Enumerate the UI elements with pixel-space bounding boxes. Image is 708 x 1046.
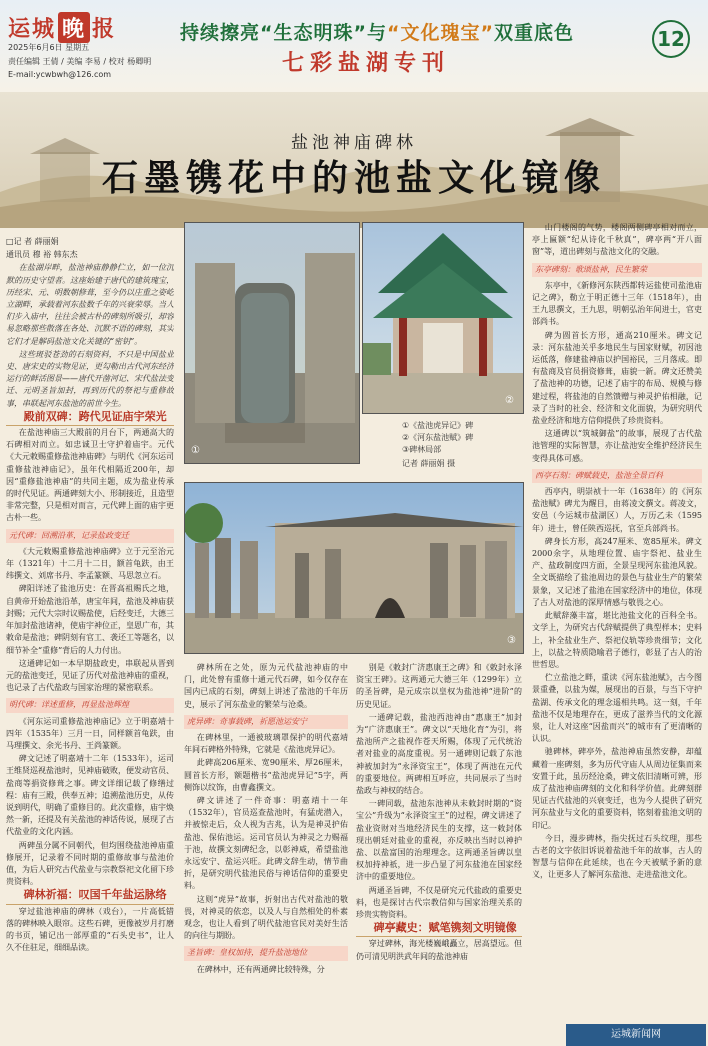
page-headline (180, 18, 574, 45)
photo-marker-1: ① (191, 445, 200, 456)
paragraph: 此赋辞藻丰富，堪比池盐文化的百科全书。文学上，为研究古代辞赋提供了典型样本；史料上，补全盐业生产、祭祀仪轨等珍贵细节；文化上，以盐之特质隐喻君子德行，彰显了古人的治世哲思。 (532, 611, 702, 669)
paragraph: 碑文记述了明嘉靖十二年（1533年），运司王维贤巡视盐池时，见神庙破败，便发动官员、盐商等捐资修葺之事。碑文详细记载了修缮过程：庙有三殿，供奉五神；追溯盐池历史，从传说到明代，明确了重修目的。此次重修，庙宇焕然一新，还提及有关盐池的神话传说，展现了古代盐业的文化内涵。 (6, 754, 174, 837)
paragraph: 在盐池神庙三大殿前的月台下，两通高大的石碑相对而立。如忠诚卫士守护着庙宇。元代《大元敕赐重修盐池神庙碑》与明代《河东运司重修盐池神庙记》，虽年代相隔近200年，却因“重修盐池神庙”的共同主题，成为盐业传承的时代见证。两通碑刻大小、形制接近，且造型非常完整，只是相对而言，元代碑上面的庙宇更古朴一些。 (6, 428, 174, 523)
headline-part-b: “文化瑰宝” (386, 22, 494, 44)
photo-credit: 记者 薛丽娟 摄 (402, 459, 456, 468)
subsection-heading: 明代碑：详述重修，再显盐池辉煌 (6, 698, 174, 712)
paragraph: 碑身长方形，高247厘米、宽85厘米。碑文2000余字，从地理位置、庙宇祭祀、盐业生产、盐政制度四方面，全景呈现河东盐池风貌。全文既描绘了盐池周边的景色与盐业生产的繁荣景象，又记述了盐池在国家经济中的地位，体现了古人对盐池的深厚情感与敬畏之心。 (532, 536, 702, 607)
paragraph: 今日，漫步碑林，指尖抚过石头纹理，那些古老的文字依旧诉说着盐池千年的故事，古人的智慧与信仰在此延续，也在今天被赋予新的意义，让更多人了解河东盐池、走进盐池文化。 (532, 833, 702, 880)
photo-captions (402, 420, 522, 470)
subsection-heading: 圣旨碑：皇权加持，提升盐池地位 (184, 946, 348, 960)
paragraph: 此碑高206厘米、宽90厘米、厚26厘米，圆首长方形，额题楷书“盐池虎异记”5字，两侧饰以纹饰，由曹鑫撰文。 (184, 758, 348, 792)
subsection-heading: 元代碑：回溯沿革，记录盐政变迁 (6, 529, 174, 543)
column-middle (184, 662, 348, 1044)
byline-correspondents: 通讯员 穆 裕 韩东杰 (6, 250, 78, 260)
paragraph: 碑林所在之处，原为元代盐池神庙的中门，此处曾有重修十通元代石碑，如今仅存在国内已成的石刻，碑刻上讲述了盐池的千年历史，展示了河东盐业的繁荣与沧桑。 (184, 663, 348, 709)
paragraph: 伫立盐池之畔，重读《河东盐池赋》，古今图景重叠，以盐为媒，展现出的百景，与当下守护盐湖、传承文化的理念遥相共鸣。这一刻，千年盐池不仅是地理存在，更成了滋养当代的文化源泉，让人对这座“因盐而兴”的城市有了更清晰的认识。 (532, 673, 702, 744)
subsection-heading: 虎异碑：奇事载碑，祈愿池运安宁 (184, 715, 348, 729)
byline-reporter: □记 者 薛丽娟 (6, 237, 59, 246)
paragraph: 这通碑以“筑城御盐”的故事，展现了古代盐池管理的实际智慧，亦让盐池安全维护经济民生变得具体可感。 (532, 429, 702, 463)
section-heading-2: 碑林祈福：叹国千年盐运脉络 (6, 889, 174, 904)
column-right (532, 222, 702, 1022)
site-badge[interactable]: 运城新闻网 (566, 1024, 706, 1046)
photo-stele-forest (184, 482, 524, 654)
column-left (6, 236, 174, 1044)
paragraph: 两通圣旨碑，不仅是研究元代盐政的重要史料，也是探讨古代宗教信仰与国家治理关系的珍贵实物资料。 (356, 885, 522, 920)
article-title: 石墨镌花中的池盐文化镜像 (101, 158, 606, 199)
paragraph: 西亭内，明崇祯十一年（1638年）的《河东盐池赋》碑尤为醒目，由蒋凌文撰文。蒋凌文，安邑（今运城市盐湖区）人，万历乙未（1595年）进士，曾任陕西巡抚，官至兵部尚书。 (532, 487, 702, 533)
paragraph: 一碑同载，盐池东池神从未敕封时期的“资宝公”升级为“永泽资宝王”的过程，碑文讲述了盐业资财对当地经济民生的支撑，这一敕封体现出朝廷对盐业的重视，亦反映出当时以神护盐、以盐富国的治理理念。这两通圣旨碑以皇权加持神祇，进一步凸显了河东盐池在国家经济中的重要地位。 (356, 799, 522, 882)
paragraph: 碑文讲述了一件奇事：明嘉靖十一年（1532年），官员巡查盐池时，有猛虎潜入，并被惊走后，众人视为吉兆，认为是神灵护佑盐池、保佑池运。运司官员认为神灵之力赐福于池，故撰文刻碑纪念，以彰神威，希望盐池永远安宁、盐运兴旺。此碑文辞生动，情节曲折，是研究明代盐池民俗与神话信仰的重要史料。 (184, 796, 348, 891)
paragraph: 东亭中，《新修河东陕西都转运盐使司盐池庙记之碑》，勒立于明正德十三年（1518年），由王九思撰文，王九思，明朝弘治年间进士，官吏部尚书。 (532, 280, 702, 327)
email-line: E-mail:ycwbwh@126.com (8, 70, 112, 79)
lead-paragraph-1: 在盐湖岸畔，盐池神庙静静伫立，如一位沉默的历史守望者。这座始建于唐代的建筑瑰宝，历经宋、元、明数朝修葺，至今仍以庄重之姿屹立湖畔，承载着河东盐数千年的兴衰荣辱。当人们步入庙中，往往会被古朴的碑刻所吸引，却容易忽略那些散落在各处、沉默不语的碑刻，其实它们才是解码盐池文化关键的“密钥”。 (6, 263, 174, 346)
photo-pavilion (362, 222, 524, 414)
date-line: 2025年6月6日 星期五 (8, 43, 90, 52)
special-edition-title: 七彩盐湖专刊 (282, 51, 451, 76)
paragraph: 一通碑记载，盐池西池神由“惠康王”加封为“广济惠康王”。碑文以“天地化育”为引，将盐池所产之盐视作苍天所赐，体现了元代统治者对盐业的高度重视。另一通碑则记载了东池神被加封为“永泽资宝王”，体现了两池在元代的重要地位。两碑相互呼应，共同展示了当时盐政与神权的结合。 (356, 712, 522, 796)
stele-forest-illustration (185, 483, 523, 653)
section-heading-1: 殿前双碑：跨代见证庙宇荣光 (6, 411, 174, 426)
logo-text-a: 运城 (8, 16, 57, 42)
logo-text-b: 报 (92, 16, 117, 42)
paragraph: 山门楼阁的气势，楼阁两侧碑亭相对而立，亭上匾额“纪从诗化千秋真”，碑亭两“开八面窗”等，道出碑刻与盐池文化的交融。 (532, 223, 702, 257)
paragraph: 《河东运司重修盐池神庙记》立于明嘉靖十四年（1535年）三月一日，同样额首龟趺，由马理撰文、余光书丹、王尚篆额。 (6, 716, 174, 750)
subsection-heading: 东亭碑刻：歌颂盐神，民生繁荣 (532, 263, 702, 277)
headline-part-a: 持续擦亮“生态明珠”与 (180, 22, 387, 44)
photo-marker-3: ③ (507, 635, 516, 646)
paragraph: 碑为圆首长方形，通高210厘米。碑文记录：河东盐池关乎多地民生与国家财赋，初因池运低落，修建盐神庙以护国裕民，三月落成。即有盐商及官员捐资修葺，庙貌一新。碑文还赞美了盐池神的功德，记述了庙宇的布局、规模与修建过程，将盐池的自然馈赠与神灵护佑相融，记录了当时的社会、经济和文化面貌，为研究明代盐业经济和地方信仰提供了珍贵资料。 (532, 330, 702, 426)
paragraph: 两碑虽分属不同朝代，但均围绕盐池神庙重修展开，记录着不同时期的重修故事与盐池价值，为后人研究古代盐业与宗教祭祀文化留下珍贵资料。 (6, 840, 174, 887)
paragraph: 这通碑记如一本早期盐政史，串联起从晋到元的盐池变迁，见证了历代对盐池神庙的重视，也记录了古代盐政与国家治理的紧密联系。 (6, 658, 174, 693)
paragraph: 碑阳详述了盐池历史：在晋高祖赐氏之地，自黄帝开始盐池沿革，唐宝年间，盐池及神庙获封赐；元代大宗时议赐盐使，后经变迁，大德三年加封盐池诸神，使庙宇神位正，皇恩广布，其敕命是盐池；碑阴刻有官工、袭还工等题名，以细节补全“重修”背后的人力付出。 (6, 584, 174, 655)
paragraph: 在碑林中，还有两通碑比较特殊，分 (196, 964, 325, 974)
photo-marker-2: ② (505, 395, 514, 406)
stele-illustration (185, 223, 359, 463)
newspaper-logo (8, 12, 116, 43)
headline-part-c: 双重底色 (493, 22, 574, 44)
paragraph: 穿过碑林，海光楼巍峨矗立，居高望远。但仍可清见明洪武年间的盐池神庙 (356, 939, 522, 961)
editors-line: 责任编辑 王倩 / 美编 李易 / 校对 杨卿明 (8, 57, 152, 66)
pavilion-illustration (363, 223, 523, 413)
paragraph: 在碑林里，一通被玻璃罩保护的明代嘉靖年间石碑格外特殊，它就是《盐池虎异记》。 (184, 733, 348, 755)
logo-seal: 晚 (58, 12, 90, 43)
column-middle-right (356, 662, 522, 1044)
page-number: 12 (652, 20, 690, 58)
photo-tiger-stele (184, 222, 360, 464)
paragraph: 穿过盐池神庙的碑林（戏台），一片高低错落的碑林映入眼帘。这些石碑，更像被岁月打磨的书页，铺记出一部厚重的“石头史书”，让人久不住驻足，细细品读。 (6, 906, 174, 953)
caption-3: ③碑林局部 (402, 445, 442, 454)
subsection-heading: 西亭石刻：碑赋载史，盐池全景百科 (532, 469, 702, 483)
section-heading-3: 碑亭藏史：赋笔镌刻文明镜像 (356, 922, 522, 937)
article-subtitle: 盐池神庙碑林 (291, 133, 417, 153)
paragraph: 这则“虎异”故事，折射出古代对盐池的敬畏，对神灵的依恋，以及人与自然相处的朴素观念，也让人看到了明代盐池官民对美好生活的向往与期盼。 (184, 894, 348, 941)
lead-paragraph-2: 这些斑驳苍劲的石刻资料，不只是中国盐业史、唐宋史的实物见证，更勾勒出古代河东经济运行的鲜活图景——唐代开凿河记、宋代盐法变迁、元明圣旨加封，再到历代的祭祀与重修故事，串联起河东盐池的前世今生。 (6, 349, 174, 408)
paragraph: 驰碑林，碑亭外，盐池神庙虽然安静，却蕴藏着一座碑刻，多为历代守庙人从周边征集而来安置于此，虽历经沧桑，碑文依旧清晰可辨，形成了盐池神庙碑刻的文化和科学价值。此碑刻群见证古代盐池的兴衰变迁，也为今人提供了研究河东盐业与文化的重要资料，铭刻着盐池文明的印记。 (532, 747, 702, 830)
caption-1: ①《盐池虎异记》碑 (402, 421, 474, 430)
caption-2: ②《河东盐池赋》碑 (402, 433, 474, 442)
paragraph: 《大元敕赐重修盐池神庙碑》立于元至治元年（1321年）十二月十二日，额首龟趺，由王纬撰文、刘席书丹、李孟篆额、马思忽立石。 (6, 546, 174, 581)
paragraph: 别是《敕封广济惠康王之碑》和《敕封永泽资宝王碑》。这两通元大德三年（1299年）立的圣旨碑，是元成宗以皇权为盐池神“进阶”的历史见证。 (356, 663, 522, 709)
